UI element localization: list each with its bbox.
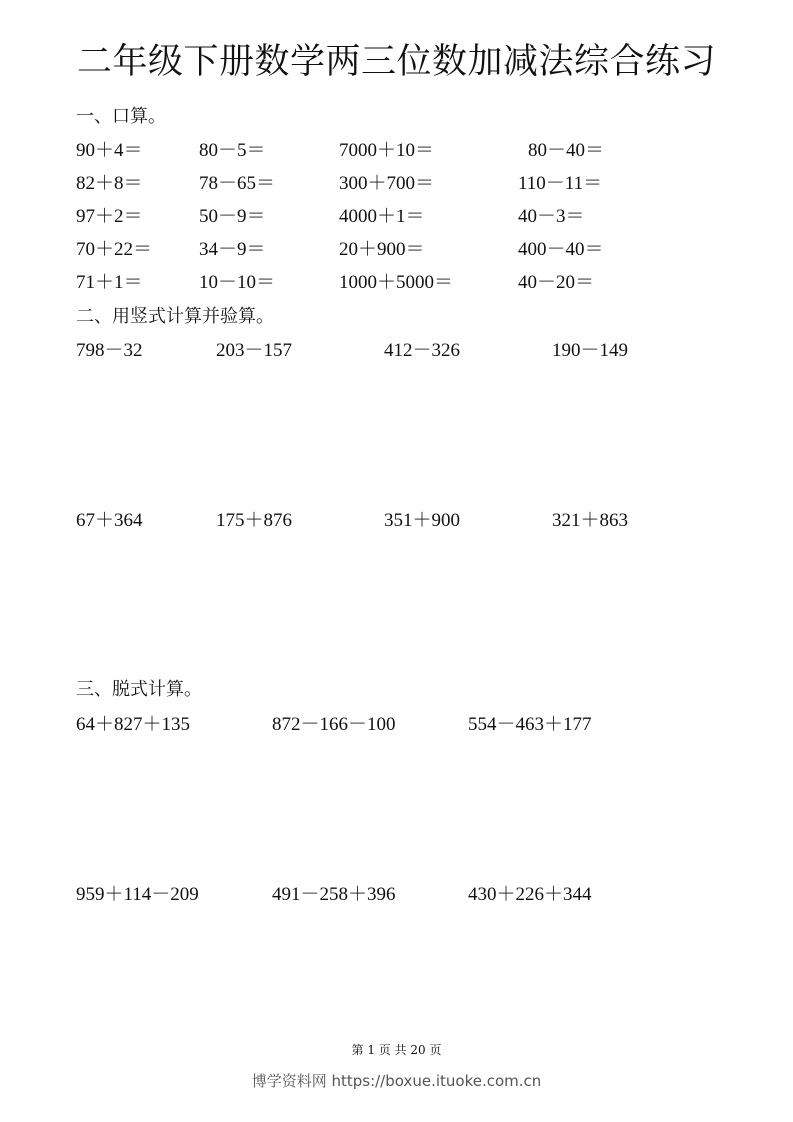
mental-problem: 40－20＝ bbox=[518, 272, 595, 293]
vertical-problem: 203－157 bbox=[216, 340, 293, 361]
mental-problem: 300＋700＝ bbox=[339, 173, 435, 194]
section-heading-vertical: 二、用竖式计算并验算。 bbox=[76, 306, 274, 327]
mental-problem: 400－40＝ bbox=[518, 239, 604, 260]
mental-problem: 97＋2＝ bbox=[76, 206, 143, 227]
mental-problem: 10－10＝ bbox=[199, 272, 276, 293]
mental-problem: 4000＋1＝ bbox=[339, 206, 425, 227]
vertical-problem: 190－149 bbox=[552, 340, 629, 361]
vertical-problem: 67＋364 bbox=[76, 510, 143, 531]
section-heading-mental: 一、口算。 bbox=[76, 106, 166, 127]
mental-problem: 80－5＝ bbox=[199, 140, 266, 161]
vertical-problem: 412－326 bbox=[384, 340, 461, 361]
stepwise-problem: 64＋827＋135 bbox=[76, 714, 191, 735]
vertical-problem: 175＋876 bbox=[216, 510, 293, 531]
mental-problem: 34－9＝ bbox=[199, 239, 266, 260]
mental-problem: 40－3＝ bbox=[518, 206, 585, 227]
vertical-problem: 321＋863 bbox=[552, 510, 629, 531]
page-title: 二年级下册数学两三位数加减法综合练习 bbox=[76, 42, 716, 82]
stepwise-problem: 872－166－100 bbox=[272, 714, 396, 735]
vertical-problem: 798－32 bbox=[76, 340, 143, 361]
mental-problem: 20＋900＝ bbox=[339, 239, 425, 260]
site-watermark: 博学资料网 https://boxue.ituoke.com.cn bbox=[251, 1072, 542, 1090]
stepwise-problem: 491－258＋396 bbox=[272, 884, 396, 905]
mental-problem: 71＋1＝ bbox=[76, 272, 143, 293]
vertical-problem: 351＋900 bbox=[384, 510, 461, 531]
mental-problem: 90＋4＝ bbox=[76, 140, 143, 161]
mental-problem: 7000＋10＝ bbox=[339, 140, 435, 161]
page-number: 第 1 页 共 20 页 bbox=[351, 1043, 442, 1057]
mental-problem: 82＋8＝ bbox=[76, 173, 143, 194]
mental-problem: 70＋22＝ bbox=[76, 239, 153, 260]
stepwise-problem: 430＋226＋344 bbox=[468, 884, 592, 905]
mental-problem: 80－40＝ bbox=[528, 140, 605, 161]
mental-problem: 1000＋5000＝ bbox=[339, 272, 454, 293]
mental-problem: 78－65＝ bbox=[199, 173, 276, 194]
section-heading-stepwise: 三、脱式计算。 bbox=[76, 679, 202, 700]
stepwise-problem: 959＋114－209 bbox=[76, 884, 199, 905]
stepwise-problem: 554－463＋177 bbox=[468, 714, 592, 735]
mental-problem: 110－11＝ bbox=[518, 173, 603, 194]
mental-problem: 50－9＝ bbox=[199, 206, 266, 227]
